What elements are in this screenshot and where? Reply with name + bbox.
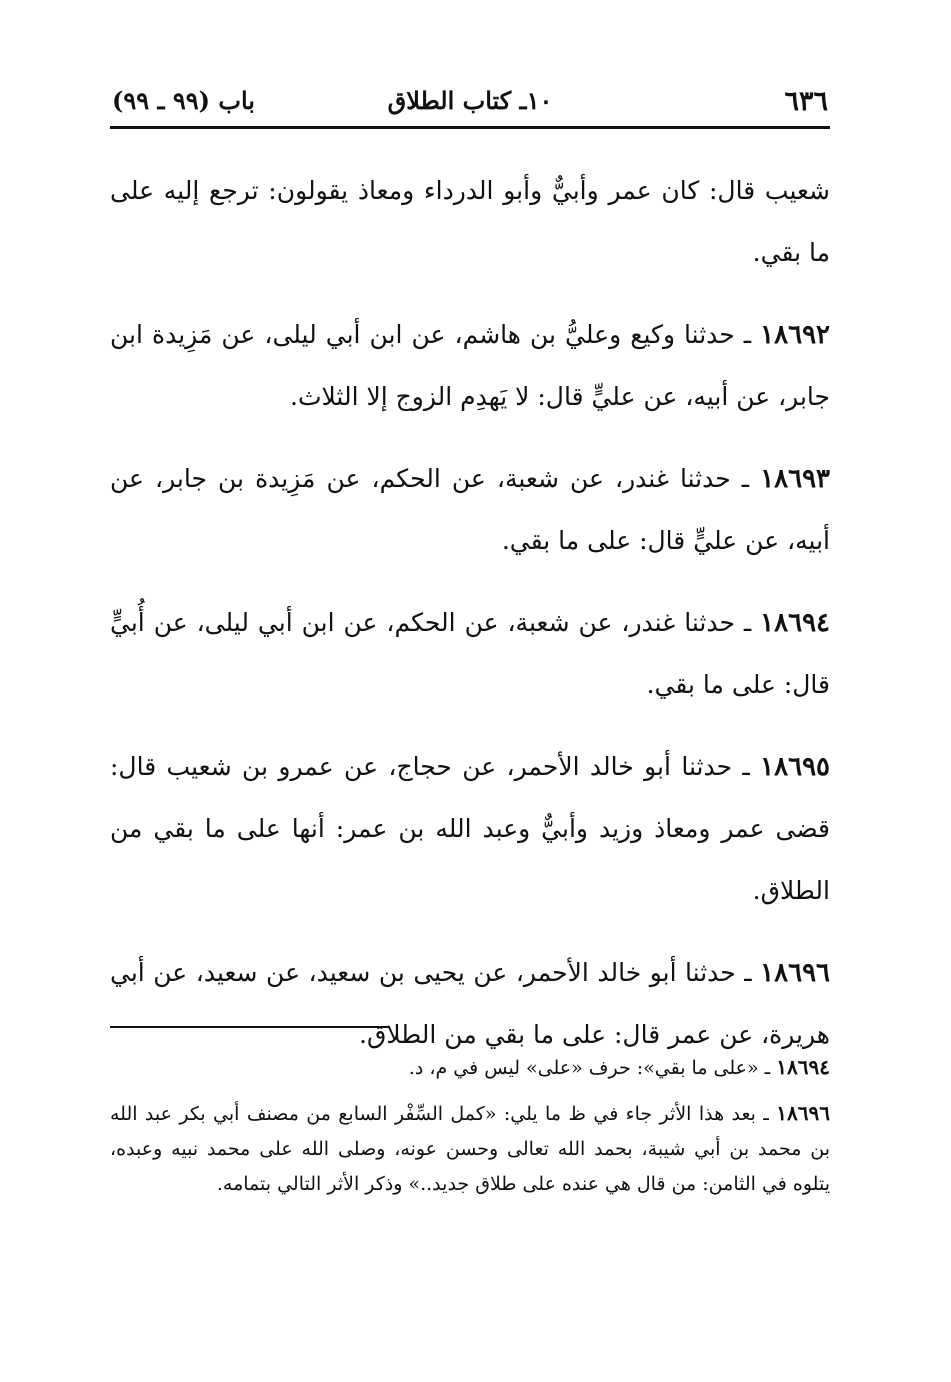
footnote-text: ـ «على ما بقي»: حرف «على» ليس في م، د. [408,1057,771,1079]
chapter-label: باب (٩٩ ـ ٩٩) [112,86,255,115]
header-rule [110,126,830,129]
page-number: ٦٣٦ [784,86,828,117]
footnotes [110,1050,830,1212]
continuation-paragraph: شعيب قال: كان عمر وأبيٌّ وأبو الدرداء ومعاذ يقولون: ترجع إليه على ما بقي. [110,176,830,267]
hadith-entry [110,448,830,572]
footnote [110,1096,830,1202]
book-page [110,80,830,1320]
main-text [110,160,830,1086]
hadith-number: ١٨٦٩٥ [760,752,830,782]
footnote-text: ـ بعد هذا الأثر جاء في ظ ما يلي: «كمل السِّفْر السابع من مصنف أبي بكر عبد الله بن محمد بن أبي شيبة، بحمد الله تعالى وحسن عونه، وصلى الله على محمد نبيه وعبده، يتلوه في الثامن: من قال هي عنده على طلاق جديد..» وذكر الأثر التالي بتمامه. [110,1103,830,1195]
hadith-text: ـ حدثنا أبو خالد الأحمر، عن حجاج، عن عمرو بن شعيب قال: قضى عمر ومعاذ وزيد وأبيٌّ وعبد الله بن عمر: أنها على ما بقي من الطلاق. [110,752,830,905]
hadith-number: ١٨٦٩٢ [760,320,830,350]
hadith-entry [110,942,830,1066]
hadith-text: ـ حدثنا أبو خالد الأحمر، عن يحيى بن سعيد، عن سعيد، عن أبي هريرة، عن عمر قال: على ما بقي من الطلاق. [110,958,830,1049]
hadith-number: ١٨٦٩٦ [760,958,830,988]
hadith-text: ـ حدثنا غندر، عن شعبة، عن الحكم، عن ابن أبي ليلى، عن أُبيٍّ قال: على ما بقي. [110,608,830,699]
hadith-number: ١٨٦٩٤ [760,608,830,638]
book-title: ١٠ـ كتاب الطلاق [387,86,553,115]
footnote [110,1050,830,1086]
hadith-number: ١٨٦٩٣ [760,464,831,494]
hadith-entry [110,592,830,716]
footnote-number: ١٨٦٩٦ [776,1101,830,1125]
hadith-text: ـ حدثنا وكيع وعليُّ بن هاشم، عن ابن أبي ليلى، عن مَزِيدة ابن جابر، عن أبيه، عن عليٍّ قال: لا يَهدِم الزوج إلا الثلاث. [110,320,830,411]
footnote-separator [110,1026,390,1028]
hadith-entry [110,304,830,428]
hadith-entry [110,736,830,922]
footnote-number: ١٨٦٩٤ [776,1055,830,1079]
hadith-text: ـ حدثنا غندر، عن شعبة، عن الحكم، عن مَزِيدة بن جابر، عن أبيه، عن عليٍّ قال: على ما بقي. [110,464,830,555]
page-header [110,80,830,120]
